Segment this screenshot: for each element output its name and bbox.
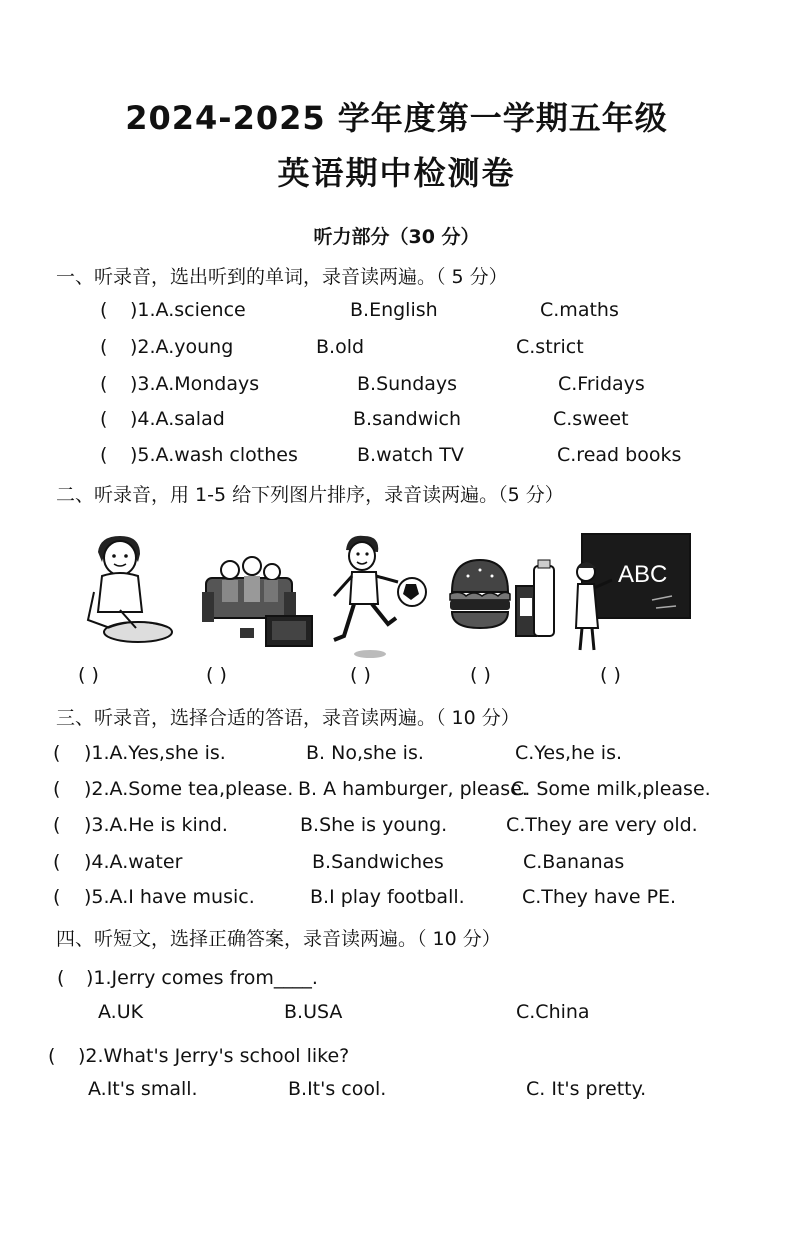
exam-title-line1: 2024-2025 学年度第一学期五年级 [125,99,668,137]
option-b: B.I play football. [310,886,465,908]
teacher-at-blackboard-icon [572,532,692,652]
option-b: B.sandwich [353,408,462,430]
option-c: C.sweet [553,408,629,430]
section1-item-5 [0,444,793,470]
option-c: C.Yes,he is. [515,742,623,764]
option-c: C. It's pretty. [526,1078,647,1100]
option-b: B. No,she is. [306,742,424,764]
option-a: )1.A.Yes,she is. [84,742,226,764]
exam-title-line2: 英语期中检测卷 [277,154,516,192]
answer-bracket: ( [100,299,108,321]
option-a: )1.A.science [130,299,246,321]
boy-playing-football-icon [326,532,432,662]
option-a: )2.A.Some tea,please. [84,778,294,800]
option-b: B.English [350,299,438,321]
section1-item-1 [0,299,793,325]
picture-4-answer-blank[interactable]: ( ) [470,664,491,686]
section2-heading: 二、听录音，用 1-5 给下列图片排序，录音读两遍。（5 分） [56,484,564,506]
section4-question-1-options [0,1001,793,1027]
option-a: )3.A.He is kind. [84,814,228,836]
section3-item-5 [0,886,793,912]
option-c: C.read books [557,444,682,466]
option-c: C.China [516,1001,590,1023]
answer-bracket: ( [100,373,108,395]
section3-heading: 三、听录音，选择合适的答语，录音读两遍。（ 10 分） [56,707,520,729]
section1-item-2 [0,336,793,362]
section3-item-2 [0,778,793,804]
option-a: )4.A.salad [130,408,225,430]
option-c: C.Fridays [558,373,645,395]
option-a: A.It's small. [88,1078,198,1100]
option-b: B.She is young. [300,814,448,836]
picture-3-answer-blank[interactable]: ( ) [350,664,371,686]
option-a: )5.A.wash clothes [130,444,298,466]
section1-item-4 [0,408,793,434]
answer-bracket: ( [100,336,108,358]
option-c: C.They have PE. [522,886,677,908]
answer-bracket: ( [53,851,61,873]
picture-2-answer-blank[interactable]: ( ) [206,664,227,686]
section4-question-2 [0,1045,793,1071]
family-watching-tv-icon [200,532,316,650]
section1-heading: 一、听录音，选出听到的单词，录音读两遍。（ 5 分） [56,266,508,288]
answer-bracket: ( [57,967,65,989]
answer-bracket: ( [53,778,61,800]
section4-question-1 [0,967,793,993]
option-c: C. Some milk,please. [511,778,711,800]
option-a: )3.A.Mondays [130,373,260,395]
answer-bracket: ( [48,1045,56,1067]
option-b: B.Sandwiches [312,851,444,873]
picture-1-answer-blank[interactable]: ( ) [78,664,99,686]
option-b: B.Sundays [357,373,458,395]
option-c: C.They are very old. [506,814,698,836]
answer-bracket: ( [53,886,61,908]
answer-bracket: ( [53,742,61,764]
option-a: )2.A.young [130,336,234,358]
listening-section-subtitle: 听力部分（30 分） [313,226,480,248]
blackboard-text: ABC [618,561,668,588]
section3-item-3 [0,814,793,840]
option-b: B.watch TV [357,444,464,466]
section4-heading: 四、听短文，选择正确答案，录音读两遍。（ 10 分） [56,928,501,950]
option-c: C.strict [516,336,584,358]
girl-washing-clothes-icon [80,532,176,650]
option-b: B.It's cool. [288,1078,387,1100]
option-c: C.maths [540,299,619,321]
option-b: B. A hamburger, please. [298,778,528,800]
option-a: A.UK [98,1001,144,1023]
question-text: )1.Jerry comes from____. [86,967,318,989]
answer-bracket: ( [100,444,108,466]
hamburger-and-drink-icon [446,532,560,644]
option-b: B.old [316,336,365,358]
question-text: )2.What's Jerry's school like? [78,1045,350,1067]
section4-question-2-options [0,1078,793,1104]
section1-item-3 [0,373,793,399]
picture-5-answer-blank[interactable]: ( ) [600,664,621,686]
option-a: )5.A.I have music. [84,886,255,908]
option-b: B.USA [284,1001,343,1023]
option-a: )4.A.water [84,851,183,873]
answer-bracket: ( [53,814,61,836]
option-c: C.Bananas [523,851,625,873]
answer-bracket: ( [100,408,108,430]
section3-item-1 [0,742,793,768]
section3-item-4 [0,851,793,877]
